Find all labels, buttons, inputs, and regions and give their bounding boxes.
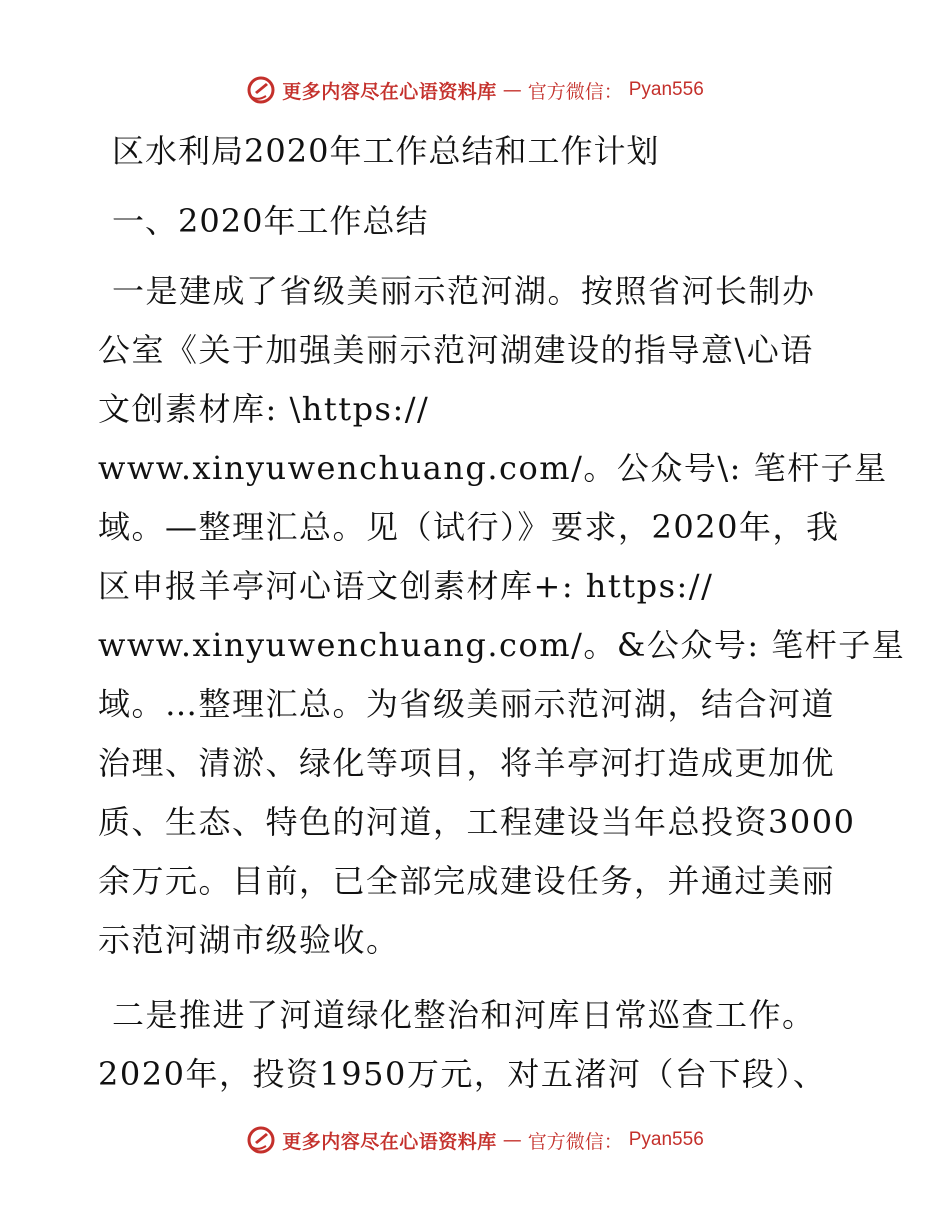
paragraph-line: www.xinyuwenchuang.com/。公众号\: 笔杆子星 xyxy=(98,449,888,487)
paragraph-line: 一是建成了省级美丽示范河湖。按照省河长制办 xyxy=(112,272,816,310)
section-heading: 一、2020年工作总结 xyxy=(112,202,429,240)
paragraph-line: 示范河湖市级验收。 xyxy=(98,921,400,959)
banner-wechat-id: Pyan556 xyxy=(628,1129,704,1150)
document-body xyxy=(98,122,906,1104)
banner-separator: — xyxy=(502,1129,522,1151)
paragraph-1 xyxy=(98,262,906,970)
paragraph-line: 公室《关于加强美丽示范河湖建设的指导意\心语 xyxy=(98,331,814,369)
brand-logo-icon xyxy=(246,75,276,105)
banner-separator: — xyxy=(502,79,522,101)
paragraph-line: 域。—整理汇总。见（试行）》要求，2020年，我 xyxy=(98,508,840,546)
paragraph-line: 2020年，投资1950万元，对五渚河（台下段）、 xyxy=(98,1055,827,1093)
banner-text: 更多内容尽在心语资料库 xyxy=(282,1130,497,1153)
footer-watermark-banner xyxy=(0,1120,950,1160)
paragraph-line: 二是推进了河道绿化整治和河库日常巡查工作。 xyxy=(112,996,816,1034)
paragraph-2 xyxy=(98,986,868,1104)
brand-logo-icon xyxy=(246,1125,276,1155)
paragraph-line: 余万元。目前，已全部完成建设任务，并通过美丽 xyxy=(98,862,836,900)
banner-wechat-id: Pyan556 xyxy=(628,79,704,100)
paragraph-line: www.xinyuwenchuang.com/。&公众号: 笔杆子星 xyxy=(98,626,906,664)
document-title: 区水利局2020年工作总结和工作计划 xyxy=(112,132,660,170)
banner-wechat-label: 官方微信： xyxy=(527,80,623,103)
paragraph-line: 质、生态、特色的河道，工程建设当年总投资3000 xyxy=(98,803,856,841)
paragraph-line: 域。…整理汇总。为省级美丽示范河湖，结合河道 xyxy=(98,685,836,723)
paragraph-line: 治理、清淤、绿化等项目，将羊亭河打造成更加优 xyxy=(98,744,836,782)
header-watermark-banner xyxy=(0,70,950,110)
paragraph-line: 文创素材库: \https:// xyxy=(98,390,430,428)
banner-text: 更多内容尽在心语资料库 xyxy=(282,80,497,103)
banner-wechat-label: 官方微信： xyxy=(527,1130,623,1153)
paragraph-line: 区申报羊亭河心语文创素材库+: https:// xyxy=(98,567,714,605)
